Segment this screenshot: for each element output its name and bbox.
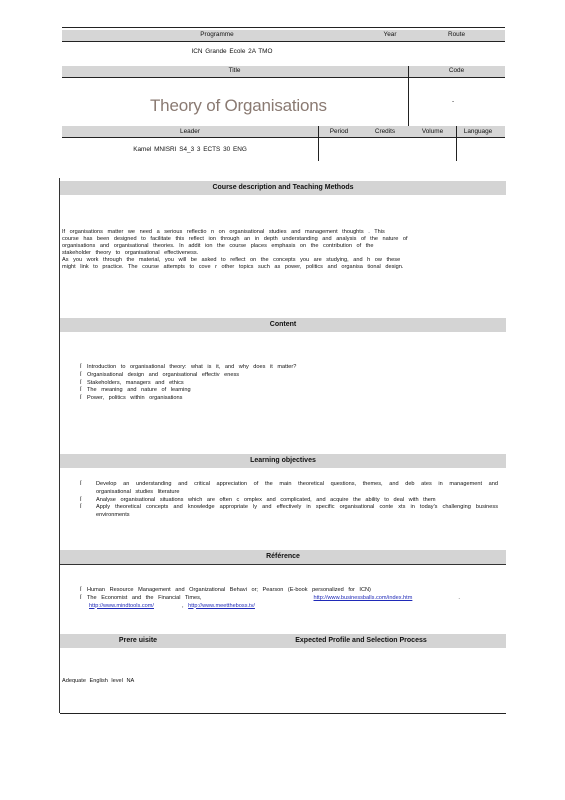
leader-value: Kamel MNISRI S4_3 3 ECTS 30 ENG (133, 146, 247, 153)
list-item: http://www.mindtools.com/ , http://www.meettheboss.tv/ (89, 602, 255, 609)
list-item: Ï The meaning and nature of learning (80, 387, 191, 394)
credits-label: Credits (374, 128, 396, 135)
list-item: Ï Develop an understanding and critical appreciation of the main theoretical questions, themes, and deb ates in management and organisational studies literature (80, 481, 498, 495)
leader-label: Leader (180, 128, 200, 135)
list-item: Ï Stakeholders, managers and ethics (80, 379, 184, 386)
bullet-icon: Ï (80, 594, 82, 601)
title-label: Title (228, 67, 241, 74)
list-item: Ï Introduction to organisational theory: what is it, and why does it matter? (80, 364, 297, 370)
meettheboss-link[interactable]: http://www.meettheboss.tv/ (188, 602, 255, 609)
code-label: Code (448, 67, 465, 74)
content-heading: Content (60, 318, 506, 332)
list-item: Ï Human Resource Management and Organizational Behavi or; Pearson (E-book personalized for ICN) (80, 587, 371, 593)
bullet-icon: Ï (80, 379, 82, 386)
list-item: Ï Apply theoretical concepts and knowledge appropriate ly and effectively in specific organisational conte xts in today's challenging business environments (80, 504, 498, 519)
route-label: Route (447, 31, 466, 38)
course-line: course has been designed to facilitate this reflect ion through an in depth understanding and analysis of the nature of (62, 236, 408, 242)
bullet-icon: Ï (80, 481, 82, 487)
bullet-icon: Ï (80, 364, 82, 370)
programme-value: ICN Grande Ecole 2A TMO (191, 48, 273, 55)
prereq-heading: Prere uisite (118, 637, 158, 644)
reference-heading: Référence (60, 550, 506, 565)
course-line: might link to practice. The course attempts to cove r other topics such as power, politics and organisa tional design. (62, 264, 404, 270)
profile-heading: Expected Profile and Selection Process (295, 637, 427, 644)
period-label: Period (329, 128, 349, 135)
course-title: Theory of Organisations (150, 96, 327, 115)
bullet-icon: Ï (80, 504, 82, 511)
reference-list (80, 587, 500, 610)
prereq-value: Adequate English level NA (62, 678, 135, 684)
bullet-icon: Ï (80, 371, 82, 378)
bullet-icon: Ï (80, 395, 82, 402)
list-item: Ï Power, politics within organisations (80, 395, 183, 402)
course-line: organisations and organisational theories. In addit ion the course places emphasis on the contribution of the (62, 243, 374, 249)
course-line: stakeholder theory to organisational effectiveness. (62, 250, 199, 256)
mindtools-link[interactable]: http://www.mindtools.com/ (89, 602, 154, 609)
bullet-icon: Ï (80, 387, 82, 394)
programme-label: Programme (200, 31, 234, 38)
course-line: If organisations matter we need a serious reflectio n on organisational studies and management thoughts . This (62, 229, 385, 235)
volume-label: Volume (421, 128, 444, 135)
course-code: - (452, 98, 455, 105)
bullet-icon: Ï (80, 496, 82, 503)
content-list (80, 364, 500, 403)
bullet-icon: Ï (80, 587, 82, 593)
list-item: Ï Organisational design and organisational effectiv eness (80, 371, 240, 378)
course-line: As you work through the material, you will be asked to reflect on the concepts you are studying, and h ow these (62, 257, 401, 263)
language-label: Language (463, 128, 493, 135)
list-item: Ï Analyse organisational situations which are often c omplex and complicated, and acquire the ability to deal with them (80, 496, 436, 503)
businessballs-link[interactable]: http://www.businessballs.com/index.htm (313, 594, 413, 601)
year-label: Year (383, 31, 397, 38)
objectives-heading: Learning objectives (60, 454, 506, 468)
objectives-list (80, 481, 498, 520)
list-item: Ï The Economist and the Financial Times, http://www.businessballs.com/index.htm . (80, 594, 460, 601)
course-description-text (62, 229, 494, 271)
course-description-heading: Course description and Teaching Methods (60, 181, 506, 195)
